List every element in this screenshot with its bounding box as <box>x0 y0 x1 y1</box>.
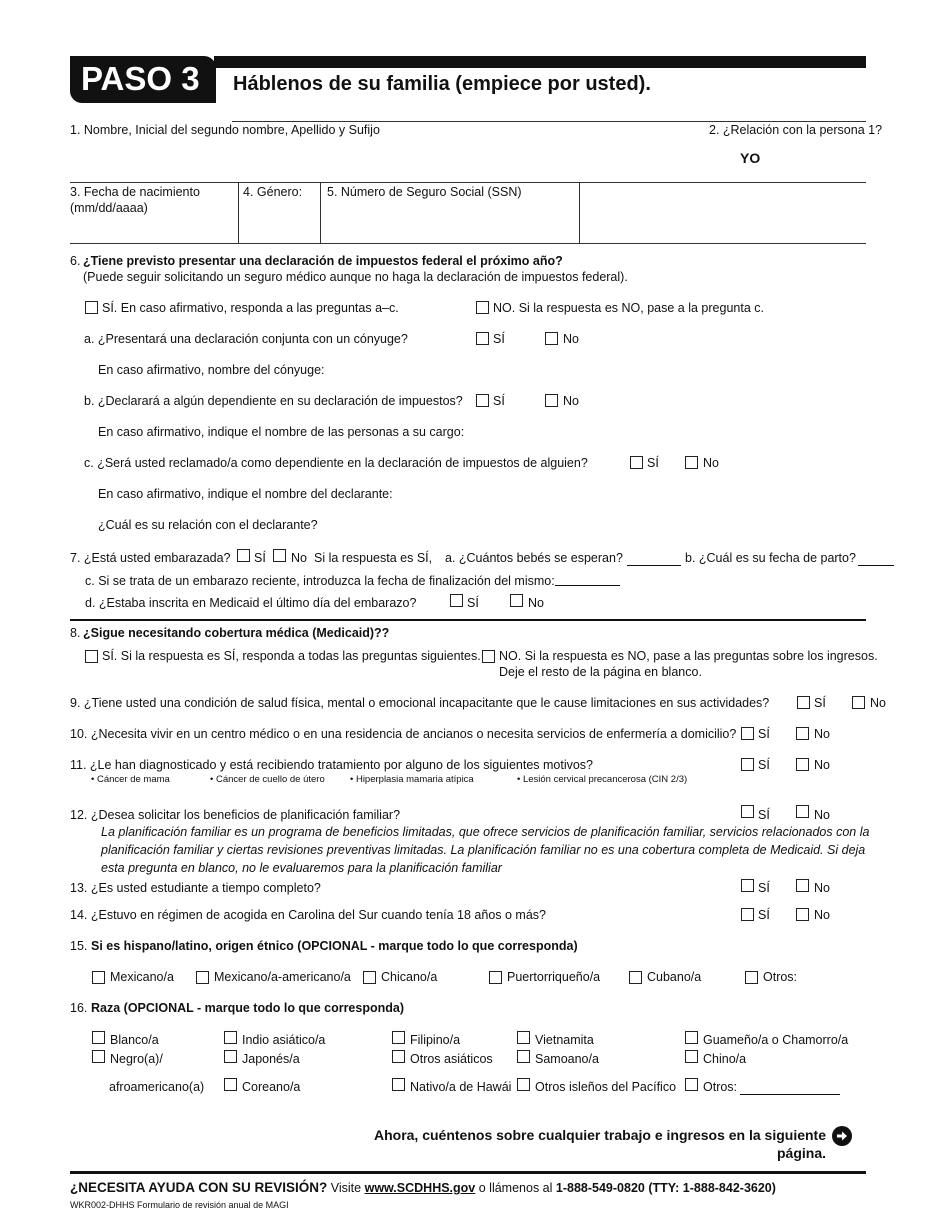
q16-option-checkbox[interactable] <box>517 1031 530 1044</box>
q16-option-label: Otros asiáticos <box>410 1052 493 1066</box>
q8-no-label: NO. Si la respuesta es NO, pase a las preguntas sobre los ingresos. <box>499 649 878 663</box>
q7-si-label: SÍ <box>254 551 266 565</box>
q15-option-label: Cubano/a <box>647 970 702 984</box>
q16-option-checkbox[interactable] <box>224 1078 237 1091</box>
q7a-blank[interactable] <box>627 565 681 566</box>
footer-phone: 1-888-549-0820 (TTY: 1-888-842-3620) <box>555 1181 776 1195</box>
q14-si-label: SÍ <box>758 908 770 922</box>
q6c-no-checkbox[interactable] <box>685 456 698 469</box>
q9-si-checkbox[interactable] <box>797 696 810 709</box>
q7c-blank[interactable] <box>555 585 620 586</box>
cell-divider <box>579 182 580 243</box>
q6c-no-label: No <box>703 456 719 470</box>
q13-label: 13. ¿Es usted estudiante a tiempo completo? <box>70 881 321 895</box>
footer-divider <box>70 1171 866 1174</box>
q15-option-label: Otros: <box>763 970 798 984</box>
q11-item: • Hiperplasia mamaria atípica <box>350 774 474 785</box>
q6b-si-checkbox[interactable] <box>476 394 489 407</box>
q7-no-checkbox[interactable] <box>273 549 286 562</box>
q7-no-label: No <box>291 551 307 565</box>
q12-si-label: SÍ <box>758 808 770 822</box>
q11-item: • Cáncer de cuello de útero <box>210 774 325 785</box>
q10-no-label: No <box>814 727 830 741</box>
q16-option-label: Vietnamita <box>535 1033 594 1047</box>
q6b-follow: En caso afirmativo, indique el nombre de las personas a su cargo: <box>98 425 465 439</box>
q16-option-label: Samoano/a <box>535 1052 599 1066</box>
q7d-label: d. ¿Estaba inscrita en Medicaid el último día del embarazo? <box>85 596 417 610</box>
q6b-no-label: No <box>563 394 579 408</box>
q14-no-label: No <box>814 908 830 922</box>
q13-no-checkbox[interactable] <box>796 879 809 892</box>
q9-label: 9. ¿Tiene usted una condición de salud física, mental o emocional incapacitante que le cause limitaciones en sus actividades? <box>70 696 770 710</box>
q1-label: 1. Nombre, Inicial del segundo nombre, Apellido y Sufijo <box>70 123 380 137</box>
q11-no-checkbox[interactable] <box>796 758 809 771</box>
form-id: WKR002-DHHS Formulario de revisión anual de MAGI <box>70 1200 289 1210</box>
q7d-no-checkbox[interactable] <box>510 594 523 607</box>
q16-option-checkbox[interactable] <box>517 1050 530 1063</box>
q5-label: 5. Número de Seguro Social (SSN) <box>327 185 522 199</box>
q6c-follow: En caso afirmativo, indique el nombre del declarante: <box>98 487 393 501</box>
q16-option-label: Nativo/a de Hawái <box>410 1080 512 1094</box>
q9-no-label: No <box>870 696 886 710</box>
q15-option-checkbox[interactable] <box>489 971 502 984</box>
q2-value[interactable]: YO <box>740 150 761 166</box>
q16-number: 16. <box>70 1001 88 1015</box>
q15-option-label: Mexicano/a <box>110 970 174 984</box>
q6a-no-checkbox[interactable] <box>545 332 558 345</box>
q16-option-checkbox[interactable] <box>685 1078 698 1091</box>
q12-si-checkbox[interactable] <box>741 805 754 818</box>
q14-si-checkbox[interactable] <box>741 908 754 921</box>
q15-option-label: Mexicano/a-americano/a <box>214 970 351 984</box>
q2-label: 2. ¿Relación con la persona 1? <box>709 123 883 137</box>
q10-label: 10. ¿Necesita vivir en un centro médico o en una residencia de ancianos o necesita servicios de enfermería a domicilio? <box>70 727 737 741</box>
q16-option-checkbox[interactable] <box>92 1050 105 1063</box>
q7d-si-label: SÍ <box>467 596 479 610</box>
arrow-right-icon <box>832 1126 852 1146</box>
divider <box>70 243 866 244</box>
footer-help <box>70 1180 776 1195</box>
q6c-si-label: SÍ <box>647 456 659 470</box>
divider <box>70 182 866 183</box>
q12-label: 12. ¿Desea solicitar los beneficios de planificación familiar? <box>70 808 401 822</box>
q16-option-checkbox[interactable] <box>392 1050 405 1063</box>
q16-option-label: Japonés/a <box>242 1052 300 1066</box>
q11-label: 11. ¿Le han diagnosticado y está recibiendo tratamiento por alguno de los siguientes motivos? <box>70 758 594 772</box>
q8-yes-label: SÍ. Si la respuesta es SÍ, responda a todas las preguntas siguientes. <box>102 649 481 663</box>
q6b-label: b. ¿Declarará a algún dependiente en su declaración de impuestos? <box>84 394 463 408</box>
divider <box>232 121 866 122</box>
q6b-si-label: SÍ <box>493 394 505 408</box>
next-page-text-2: página. <box>776 1145 826 1161</box>
q15-option-checkbox[interactable] <box>363 971 376 984</box>
q8-no-checkbox[interactable] <box>482 650 495 663</box>
q7d-no-label: No <box>528 596 544 610</box>
q6a-si-checkbox[interactable] <box>476 332 489 345</box>
q16-option-label: Indio asiático/a <box>242 1033 326 1047</box>
q7-si-checkbox[interactable] <box>237 549 250 562</box>
q14-label: 14. ¿Estuvo en régimen de acogida en Carolina del Sur cuando tenía 18 años o más? <box>70 908 547 922</box>
q16-option-checkbox[interactable] <box>517 1078 530 1091</box>
q3-format: (mm/dd/aaaa) <box>70 201 148 215</box>
footer-call: o llámenos al <box>478 1181 553 1195</box>
q6a-label: a. ¿Presentará una declaración conjunta con un cónyuge? <box>84 332 408 346</box>
q6a-follow: En caso afirmativo, nombre del cónyuge: <box>98 363 325 377</box>
q6c-si-checkbox[interactable] <box>630 456 643 469</box>
q11-si-label: SÍ <box>758 758 770 772</box>
q15-label: Si es hispano/latino, origen étnico (OPCIONAL - marque todo lo que corresponda) <box>91 939 578 953</box>
q16-option-checkbox[interactable] <box>392 1031 405 1044</box>
q8-no-label-2: Deje el resto de la página en blanco. <box>499 665 702 679</box>
q15-option-label: Puertorriqueño/a <box>507 970 601 984</box>
q13-si-label: SÍ <box>758 881 770 895</box>
q10-no-checkbox[interactable] <box>796 727 809 740</box>
q11-item: • Lesión cervical precancerosa (CIN 2/3) <box>517 774 688 785</box>
q7c-label: c. Si se trata de un embarazo reciente, introduzca la fecha de finalización del mismo: <box>85 574 555 588</box>
q15-option-checkbox[interactable] <box>196 971 209 984</box>
next-page-text: Ahora, cuéntenos sobre cualquier trabajo e ingresos en la siguiente <box>373 1127 826 1143</box>
q11-item: • Cáncer de mama <box>91 774 170 785</box>
q6-yes-checkbox[interactable] <box>85 301 98 314</box>
q6-question: ¿Tiene previsto presentar una declaración de impuestos federal el próximo año? <box>83 254 563 268</box>
q9-si-label: SÍ <box>814 696 826 710</box>
q7b-blank[interactable] <box>858 565 894 566</box>
q16-option-checkbox[interactable] <box>224 1031 237 1044</box>
q13-si-checkbox[interactable] <box>741 879 754 892</box>
q14-no-checkbox[interactable] <box>796 908 809 921</box>
q10-si-label: SÍ <box>758 727 770 741</box>
header-bar <box>214 56 866 68</box>
q16-option-checkbox[interactable] <box>685 1050 698 1063</box>
q16-option-label: Blanco/a <box>110 1033 159 1047</box>
q16-option-checkbox[interactable] <box>392 1078 405 1091</box>
q11-no-label: No <box>814 758 830 772</box>
q16-other-blank[interactable] <box>740 1094 840 1095</box>
q8-number: 8. <box>70 626 81 640</box>
step-label: PASO 3 <box>81 60 200 97</box>
q6-yes-label: SÍ. En caso afirmativo, responda a las preguntas a–c. <box>102 301 399 315</box>
q16-option-label: Guameño/a o Chamorro/a <box>703 1033 849 1047</box>
q7a-label: a. ¿Cuántos bebés se esperan? <box>445 551 623 565</box>
q15-option-checkbox[interactable] <box>92 971 105 984</box>
q16-option-label: Negro(a)/ <box>110 1052 163 1066</box>
q10-si-checkbox[interactable] <box>741 727 754 740</box>
footer-url-link[interactable]: www.SCDHHS.gov <box>364 1181 476 1195</box>
page-title: Háblenos de su familia (empiece por usted). <box>233 73 651 95</box>
q15-option-label: Chicano/a <box>381 970 438 984</box>
q8-yes-checkbox[interactable] <box>85 650 98 663</box>
q16-option-checkbox[interactable] <box>224 1050 237 1063</box>
q16-option-label: Chino/a <box>703 1052 747 1066</box>
q16-option-label: Filipino/a <box>410 1033 461 1047</box>
footer-help-heading: ¿NECESITA AYUDA CON SU REVISIÓN? <box>70 1180 328 1195</box>
q12-no-checkbox[interactable] <box>796 805 809 818</box>
q16-option-checkbox[interactable] <box>685 1031 698 1044</box>
q6c-follow2: ¿Cuál es su relación con el declarante? <box>98 518 318 532</box>
q6b-no-checkbox[interactable] <box>545 394 558 407</box>
cell-divider <box>320 182 321 243</box>
q6-no-label: NO. Si la respuesta es NO, pase a la pregunta c. <box>493 301 764 315</box>
q15-option-checkbox[interactable] <box>629 971 642 984</box>
q11-si-checkbox[interactable] <box>741 758 754 771</box>
q12-note-3: esta pregunta en blanco, no le evaluaremos para la planificación familiar <box>101 861 502 875</box>
q16-label: Raza (OPCIONAL - marque todo lo que corresponda) <box>91 1001 404 1015</box>
q6-number: 6. <box>70 254 81 268</box>
q16-option-label: Coreano/a <box>242 1080 301 1094</box>
q6c-label: c. ¿Será usted reclamado/a como dependiente en la declaración de impuestos de alguien? <box>84 456 588 470</box>
q6a-si-label: SÍ <box>493 332 505 346</box>
q3-label: 3. Fecha de nacimiento <box>70 185 200 199</box>
q9-no-checkbox[interactable] <box>852 696 865 709</box>
q6-no-checkbox[interactable] <box>476 301 489 314</box>
q15-number: 15. <box>70 939 88 953</box>
q16-option-label: afroamericano(a) <box>109 1080 205 1094</box>
footer-visit: Visite <box>330 1181 362 1195</box>
q16-option-checkbox[interactable] <box>92 1031 105 1044</box>
q16-option-label: Otros isleños del Pacífico <box>535 1080 677 1094</box>
q7-label: 7. ¿Está usted embarazada? <box>70 551 231 565</box>
q7-tail: Si la respuesta es SÍ, <box>314 551 433 565</box>
q6a-no-label: No <box>563 332 579 346</box>
q16-option-label: Otros: <box>703 1080 738 1094</box>
q12-note-2: planificación familiar y ciertas revisiones preventivas limitadas. La planificación familiar no es una cobertura completa de Medicaid. Si deja <box>101 843 866 857</box>
q15-option-checkbox[interactable] <box>745 971 758 984</box>
q12-no-label: No <box>814 808 830 822</box>
cell-divider <box>238 182 239 243</box>
q12-note: La planificación familiar es un programa de beneficios limitadas, que ofrece servicios de planificación familiar, servicios relacionados con la <box>101 825 870 839</box>
q6-note: (Puede seguir solicitando un seguro médico aunque no haga la declaración de impuestos federal). <box>83 270 628 284</box>
q8-question: ¿Sigue necesitando cobertura médica (Medicaid)?? <box>83 626 390 640</box>
section-divider <box>70 619 866 621</box>
q4-label: 4. Género: <box>243 185 303 199</box>
q13-no-label: No <box>814 881 830 895</box>
q7d-si-checkbox[interactable] <box>450 594 463 607</box>
q7b-label: b. ¿Cuál es su fecha de parto? <box>685 551 856 565</box>
